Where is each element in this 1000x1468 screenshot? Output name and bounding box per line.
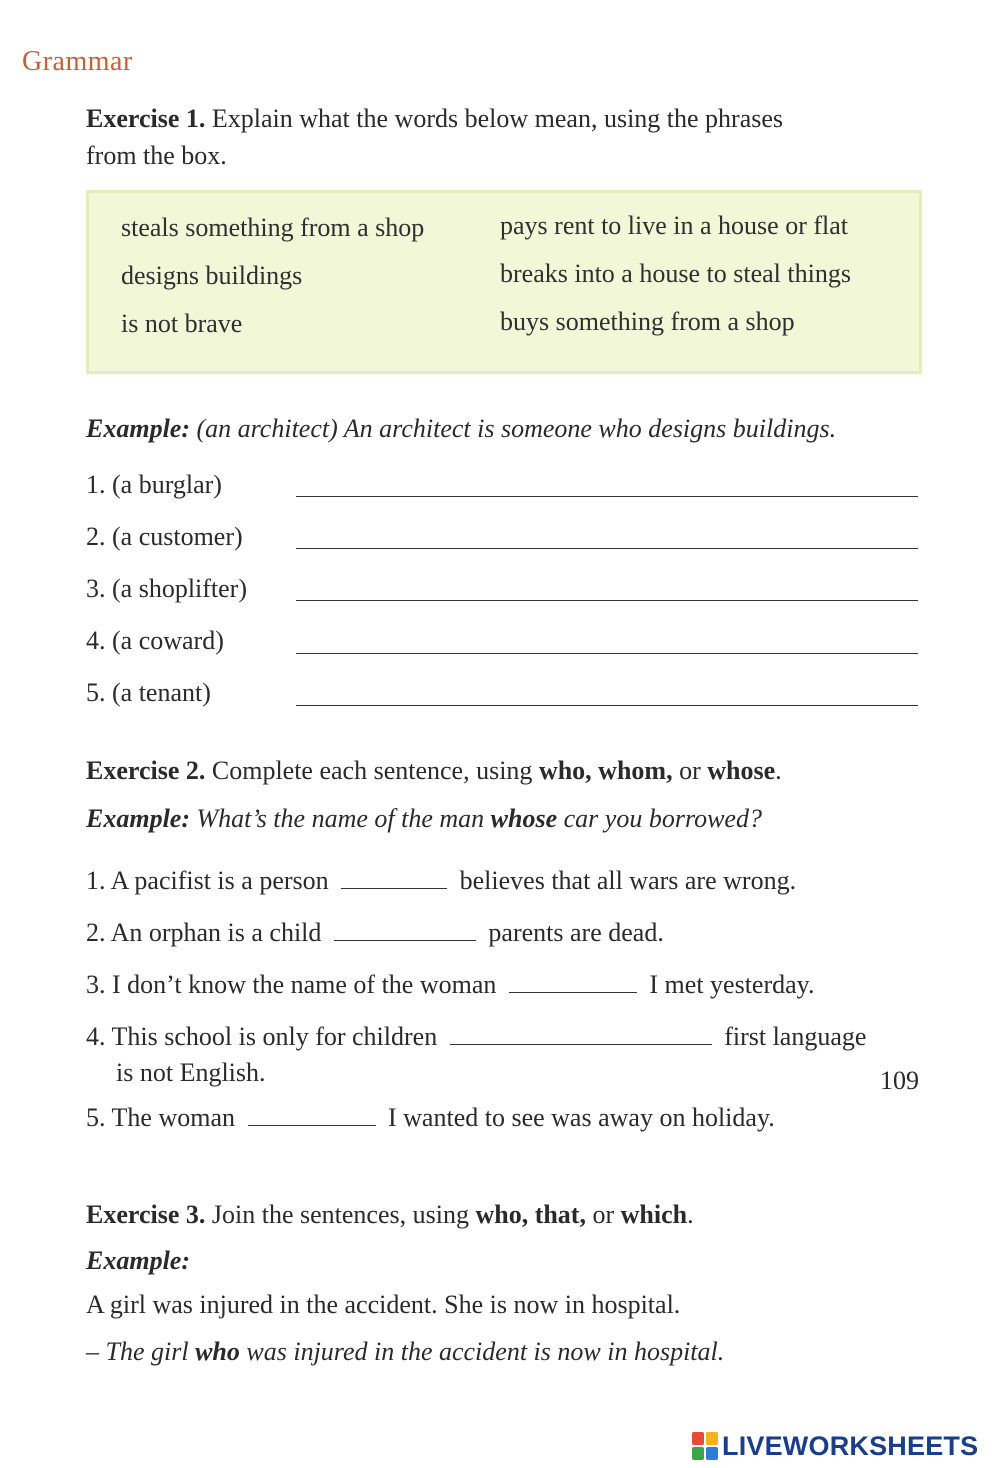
- ex2-example-post: car you borrowed?: [563, 804, 762, 833]
- ex2-blank[interactable]: [509, 970, 637, 993]
- ex2-item-text: I wanted to see was away on holiday.: [388, 1103, 775, 1132]
- ex2-example-label: Example:: [86, 804, 190, 833]
- section-title: Grammar: [22, 46, 133, 77]
- liveworksheets-watermark: [692, 1428, 978, 1464]
- ex3-answer-pre: – The girl: [86, 1337, 189, 1366]
- ex1-answer-line[interactable]: [296, 548, 918, 549]
- liveworksheets-logo-icon: [692, 1432, 718, 1460]
- box-phrase: buys something from a shop: [500, 307, 795, 336]
- ex1-answer-line[interactable]: [296, 653, 918, 654]
- ex2-or: or: [679, 756, 701, 785]
- ex3-keyword: which: [620, 1200, 688, 1229]
- ex3-instruction: [86, 1200, 694, 1230]
- ex2-blank[interactable]: [450, 1022, 712, 1045]
- liveworksheets-text: LIVEWORKSHEETS: [722, 1430, 979, 1461]
- ex3-keyword: who, that,: [475, 1200, 586, 1229]
- box-phrase: is not brave: [121, 309, 243, 338]
- ex2-label: Exercise 2.: [86, 756, 206, 785]
- ex1-item: 3. (a shoplifter): [86, 574, 248, 603]
- ex2-item-continuation: is not English.: [116, 1058, 266, 1087]
- ex2-item-text: believes that all wars are wrong.: [459, 866, 797, 895]
- ex1-instruction: [86, 104, 783, 134]
- ex3-example-sentence: A girl was injured in the accident. She is now in hospital.: [86, 1290, 681, 1319]
- ex1-item: 5. (a tenant): [86, 678, 211, 707]
- ex2-example-pre: What’s the name of the man: [196, 804, 485, 833]
- ex1-example: [86, 414, 836, 444]
- ex3-or: or: [592, 1200, 615, 1229]
- ex3-label: Exercise 3.: [86, 1200, 206, 1229]
- ex1-item: 4. (a coward): [86, 626, 224, 655]
- ex3-example-label: Example:: [86, 1246, 190, 1275]
- ex1-example-label: Example:: [86, 414, 190, 443]
- ex2-item-text: parents are dead.: [488, 918, 664, 947]
- ex1-item: 1. (a burglar): [86, 470, 222, 499]
- ex1-instruction-line2: from the box.: [86, 141, 227, 170]
- ex2-keyword: who, whom,: [538, 756, 673, 785]
- ex1-label: Exercise 1.: [86, 104, 206, 133]
- ex3-answer-keyword: who: [195, 1337, 240, 1366]
- ex2-item-text: 3. I don’t know the name of the woman: [86, 970, 497, 999]
- ex2-blank[interactable]: [341, 866, 447, 889]
- box-phrase: steals something from a shop: [121, 213, 425, 242]
- ex1-item: 2. (a customer): [86, 522, 243, 551]
- ex2-blank[interactable]: [248, 1103, 376, 1126]
- ex2-item-text: 4. This school is only for children: [86, 1022, 438, 1051]
- page-number: 109: [880, 1066, 919, 1095]
- ex2-item-text: I met yesterday.: [649, 970, 815, 999]
- phrase-box: [86, 190, 922, 374]
- ex1-answer-line[interactable]: [296, 600, 918, 601]
- ex1-instruction-line1: Explain what the words below mean, using the phrases: [211, 104, 784, 133]
- ex2-item-text: 2. An orphan is a child: [86, 918, 322, 947]
- ex1-answer-line[interactable]: [296, 496, 918, 497]
- ex2-example-keyword: whose: [490, 804, 558, 833]
- ex2-blank[interactable]: [334, 918, 476, 941]
- ex2-item-text: 1. A pacifist is a person: [86, 866, 329, 895]
- ex1-example-text: (an architect) An architect is someone who designs buildings.: [196, 414, 837, 443]
- ex3-period: .: [687, 1200, 694, 1229]
- box-phrase: breaks into a house to steal things: [500, 259, 851, 288]
- ex2-item: [86, 1022, 866, 1052]
- ex2-keyword: whose: [707, 756, 776, 785]
- ex2-item: [86, 970, 814, 1000]
- ex2-item: [86, 866, 796, 896]
- ex2-item: [86, 918, 664, 948]
- ex2-example: [86, 804, 762, 834]
- ex2-period: .: [775, 756, 782, 785]
- ex3-instruction-text: Join the sentences, using: [211, 1200, 469, 1229]
- ex2-item: [86, 1103, 775, 1133]
- ex3-answer-post: was injured in the accident is now in hospital.: [246, 1337, 725, 1366]
- ex2-item-text: first language: [724, 1022, 867, 1051]
- ex2-item-text: 5. The woman: [86, 1103, 235, 1132]
- box-phrase: pays rent to live in a house or flat: [500, 211, 849, 240]
- ex2-instruction: [86, 756, 782, 786]
- ex2-instruction-text: Complete each sentence, using: [211, 756, 533, 785]
- ex3-example-answer: [86, 1337, 724, 1367]
- box-phrase: designs buildings: [121, 261, 303, 290]
- ex1-answer-line[interactable]: [296, 705, 918, 706]
